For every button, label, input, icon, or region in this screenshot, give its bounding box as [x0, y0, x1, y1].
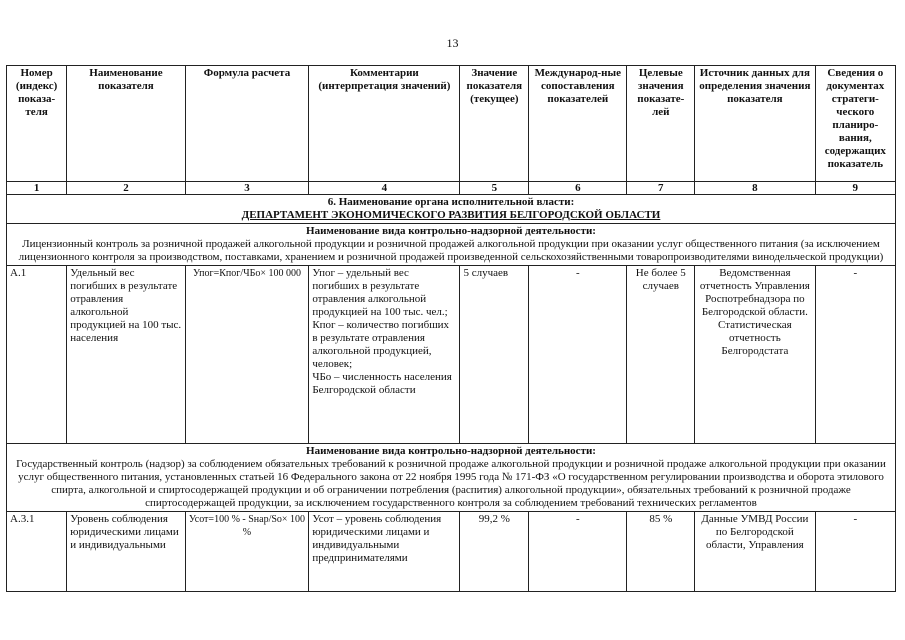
comment-line: Кпог – количество погибших в результате отравления алкогольной продукцией, человек;: [312, 319, 450, 370]
column-number: 7: [627, 182, 695, 195]
header-cell: Международ-ные сопоставления показателей: [529, 66, 627, 182]
column-number-row: [7, 182, 896, 195]
indicators-table: [6, 65, 896, 592]
indicator-comments: Усот – уровень соблюдения юридическими лицами и индивидуальными предпринимателями: [309, 512, 460, 592]
indicator-international: -: [529, 266, 627, 444]
header-cell: Формула расчета: [185, 66, 309, 182]
indicator-documents: -: [815, 266, 895, 444]
header-cell: Источник данных для определения значения показателя: [695, 66, 816, 182]
column-number: 9: [815, 182, 895, 195]
header-cell: Комментарии (интерпретация значений): [309, 66, 460, 182]
indicator-international: -: [529, 512, 627, 592]
indicator-current: 99,2 %: [460, 512, 529, 592]
header-cell: Наименование показателя: [67, 66, 185, 182]
header-cell: Значение показателя (текущее): [460, 66, 529, 182]
page-number: 13: [446, 36, 459, 50]
column-number: 4: [309, 182, 460, 195]
indicator-source: Данные УМВД России по Белгородской области, Управления: [695, 512, 816, 592]
column-number: 6: [529, 182, 627, 195]
table-row: [7, 512, 896, 592]
column-number: 1: [7, 182, 67, 195]
indicator-comments: [309, 266, 460, 444]
indicator-index: А.3.1: [7, 512, 67, 592]
table-row: [7, 266, 896, 444]
indicator-source: Ведомственная отчетность Управления Роспотребнадзора по Белгородской области. Статистическая отчетность Белгородстата: [695, 266, 816, 444]
section-6-row: [7, 195, 896, 224]
indicator-target: 85 %: [627, 512, 695, 592]
column-number: 8: [695, 182, 816, 195]
comment-line: Упог – удельный вес погибших в результате отравления алкогольной продукцией на 100 тыс. чел.;: [312, 267, 448, 318]
indicator-name: Уровень соблюдения юридическими лицами и индивидуальными: [67, 512, 185, 592]
comment-line: ЧБо – численность населения Белгородской области: [312, 371, 452, 396]
control-type-row: [7, 444, 896, 512]
organization-name: ДЕПАРТАМЕНТ ЭКОНОМИЧЕСКОГО РАЗВИТИЯ БЕЛГОРОДСКОЙ ОБЛАСТИ: [241, 209, 661, 221]
indicator-documents: -: [815, 512, 895, 592]
indicator-target: Не более 5 случаев: [627, 266, 695, 444]
control-type-text: Государственный контроль (надзор) за соблюдением обязательных требований к розничной продаже алкогольной продукции и розничной продаже алкогольной продукции при оказании услуг общественного питания, установленных статьей 16 Федерального закона от 22 ноября 1995 года № 171-ФЗ «О государственном регулировании производства и оборота этилового спирта, алкогольной и спиртосодержащей продукции и об ограничении потребления (распития) алкогольной продукции», обязательных требований к розничной продаже спиртосодержащей продукции, за исключением государственного контроля за соблюдением требований технических регламентов: [16, 458, 886, 509]
control-type-title: Наименование вида контрольно-надзорной деятельности:: [306, 445, 596, 457]
column-number: 2: [67, 182, 185, 195]
header-cell: Целевые значения показате-лей: [627, 66, 695, 182]
column-number: 5: [460, 182, 529, 195]
header-row: [7, 66, 896, 182]
header-cell: Номер (индекс) показа-теля: [7, 66, 67, 182]
control-type-text: Лицензионный контроль за розничной продажей алкогольной продукции и розничной продажей алкогольной продукции при оказании услуг общественного питания (за исключением лицензионного контроля за производством, поставками, хранением и розничной продажей произведенной сельскохозяйственными товаропроизводителями винодельческой продукции): [18, 238, 884, 263]
control-type-title: Наименование вида контрольно-надзорной деятельности:: [306, 225, 596, 237]
section-title: 6. Наименование органа исполнительной власти:: [327, 196, 575, 208]
indicator-formula: Усот=100 % - Sнар/Sо× 100 %: [185, 512, 309, 592]
column-number: 3: [185, 182, 309, 195]
indicator-current: 5 случаев: [460, 266, 529, 444]
indicator-index: А.1: [7, 266, 67, 444]
control-type-row: [7, 224, 896, 266]
indicator-formula: Упог=Кпог/ЧБо× 100 000: [185, 266, 309, 444]
indicator-name: Удельный вес погибших в результате отравления алкогольной продукцией на 100 тыс. населения: [67, 266, 185, 444]
header-cell: Сведения о документах стратеги-ческого планиро-вания, содержащих показатель: [815, 66, 895, 182]
